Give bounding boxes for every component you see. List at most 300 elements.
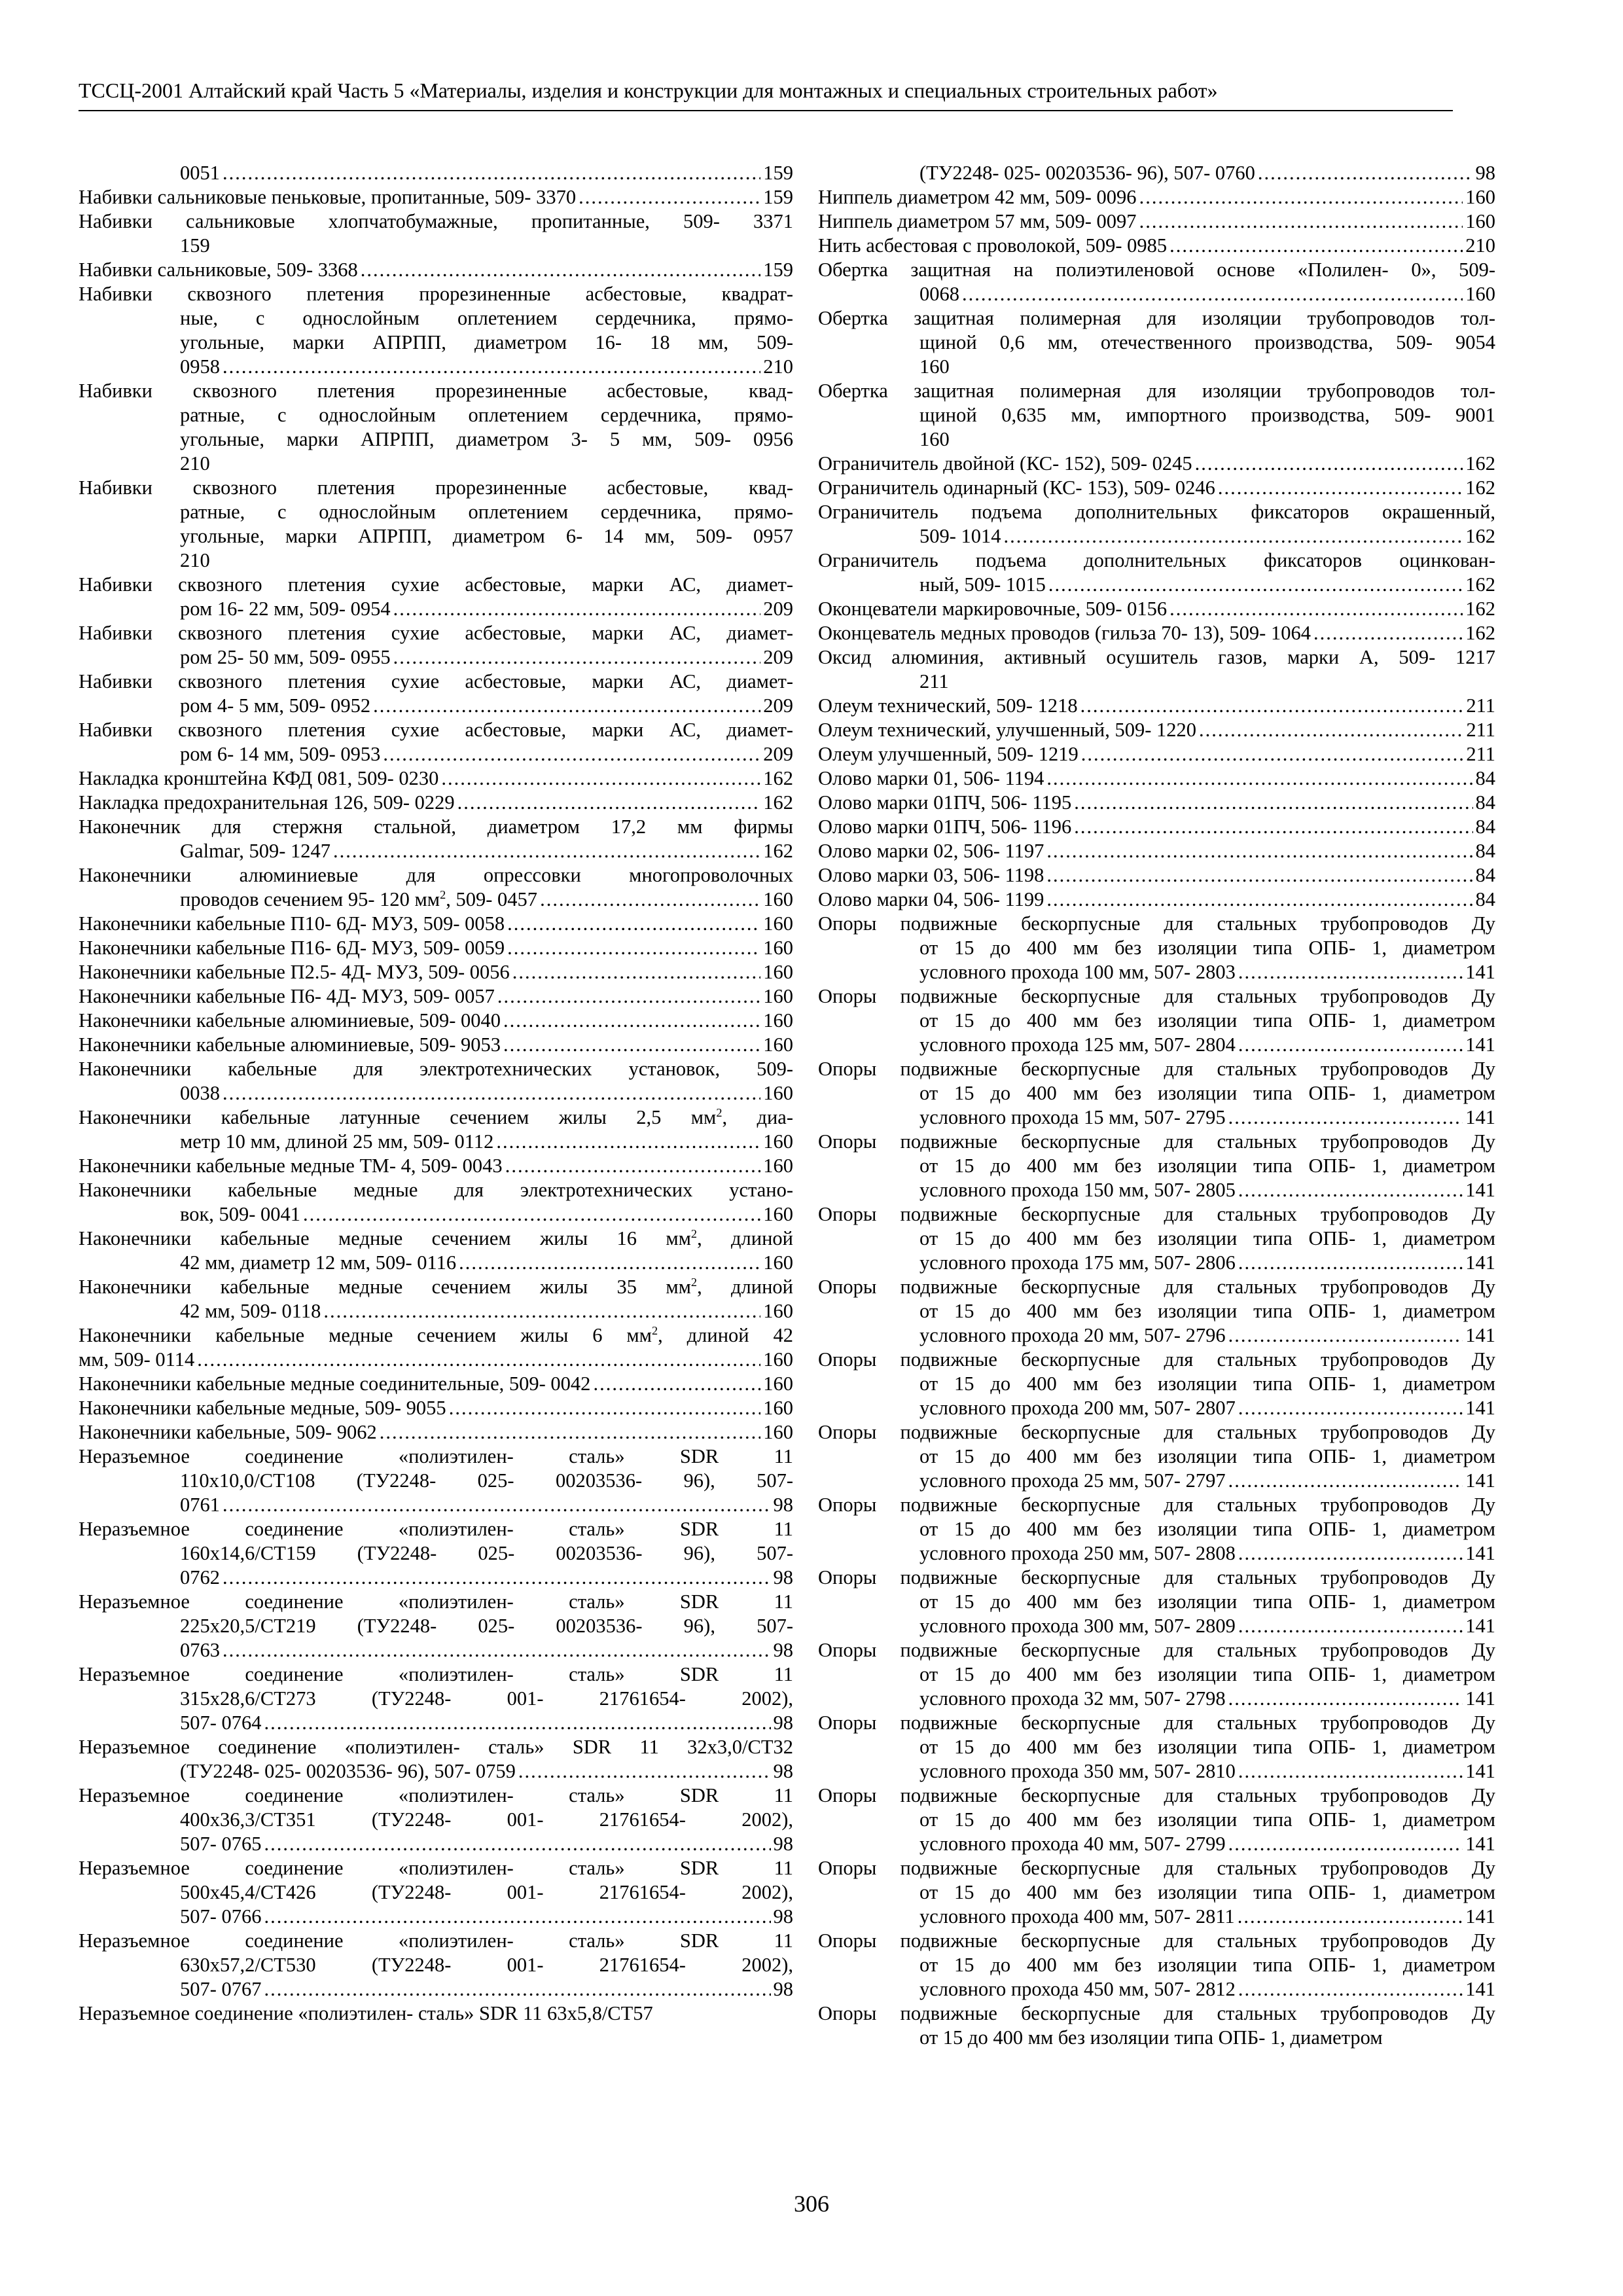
entry-last-line (818, 1759, 1495, 1784)
index-entry (79, 1420, 793, 1444)
dot-leader (264, 1832, 771, 1856)
entry-page-number: 160 (1465, 186, 1495, 208)
entry-page-number: 159 (763, 259, 793, 281)
index-entry (818, 452, 1495, 476)
entry-text: Набивки сальниковые пеньковые, пропитанные, 509- 3370 (79, 186, 577, 208)
entry-page-number: 160 (763, 912, 793, 935)
index-entry (79, 863, 793, 912)
entry-text: 0051 (180, 162, 220, 184)
entry-last-line (818, 1396, 1495, 1420)
entry-text: 42 мм, диаметр 12 мм, 509- 0116 (180, 1251, 457, 1274)
entry-page-number: 141 (1465, 1687, 1495, 1710)
entry-last-line (79, 912, 793, 936)
entry-line: от 15 до 400 мм без изоляции типа ОПБ- 1, диаметром (919, 1372, 1495, 1395)
entry-page-number: 160 (763, 1203, 793, 1225)
dot-leader (1074, 791, 1472, 815)
entry-last-line (818, 427, 1495, 452)
entry-line: щиной 0,6 мм, отечественного производства, 509- 9054 (919, 331, 1495, 353)
entry-last-line (79, 1251, 793, 1275)
entry-last-line (79, 1977, 793, 2001)
entry-text: Накладка кронштейна КФД 081, 509- 0230 (79, 767, 439, 789)
index-entry (79, 1227, 793, 1275)
entry-page-number: 98 (773, 1905, 793, 1928)
entry-last-line (818, 1469, 1495, 1493)
index-entry (79, 984, 793, 1009)
dot-leader (333, 839, 760, 863)
entry-text: 0038 (180, 1082, 220, 1104)
index-entry (79, 1057, 793, 1105)
entry-page-number: 210 (763, 355, 793, 378)
entry-last-line (818, 185, 1495, 209)
entry-text: Олово марки 01ПЧ, 506- 1195 (818, 791, 1072, 814)
dot-leader (505, 1154, 761, 1178)
entry-page-number: 141 (1465, 1542, 1495, 1564)
entry-text: 507- 0767 (180, 1978, 262, 2000)
entry-line: Опоры подвижные бескорпусные для стальных трубопроводов Ду (818, 1276, 1495, 1298)
index-entry (79, 1662, 793, 1735)
index-entry (818, 1856, 1495, 1929)
dot-leader (1046, 766, 1472, 791)
entry-last-line (818, 1977, 1495, 2001)
entry-line: от 15 до 400 мм без изоляции типа ОПБ- 1, диаметром (919, 1155, 1495, 1177)
index-entry (818, 815, 1495, 839)
entry-page-number: 141 (1465, 1978, 1495, 2000)
entry-line: Неразъемное соединение «полиэтилен- сталь» SDR 11 (79, 1445, 793, 1467)
entry-line: Опоры подвижные бескорпусные для стальных трубопроводов Ду (818, 985, 1495, 1007)
entry-last-line (79, 791, 793, 815)
entry-page-number: 162 (1465, 573, 1495, 596)
dot-leader (1046, 888, 1472, 912)
index-entry (79, 1033, 793, 1057)
dot-leader (223, 161, 760, 185)
entry-last-line (79, 1905, 793, 1929)
entry-line: 225х20,5/СТ219 (ТУ2248- 025- 00203536- 96), 507- (180, 1615, 793, 1637)
entry-page-number: 141 (1465, 961, 1495, 983)
entry-text: Ограничитель двойной (КС- 152), 509- 0245 (818, 452, 1192, 475)
index-entry (79, 912, 793, 936)
entry-text: 509- 1014 (919, 525, 1001, 547)
entry-line: Неразъемное соединение «полиэтилен- сталь» SDR 11 (79, 1663, 793, 1685)
entry-line: Опоры подвижные бескорпусные для стальных трубопроводов Ду (818, 1421, 1495, 1443)
entry-text: 0761 (180, 1494, 220, 1516)
index-entry (818, 912, 1495, 984)
entry-page-number: 160 (763, 1300, 793, 1322)
dot-leader (449, 1396, 761, 1420)
entry-text: ром 16- 22 мм, 509- 0954 (180, 598, 391, 620)
entry-line: от 15 до 400 мм без изоляции типа ОПБ- 1, диаметром (919, 1518, 1495, 1540)
entry-page-number: 98 (773, 1566, 793, 1588)
entry-text: Оконцеватель медных проводов (гильза 70- 13), 509- 1064 (818, 622, 1311, 644)
dot-leader (303, 1202, 760, 1227)
entry-last-line (79, 1493, 793, 1517)
entry-last-line (79, 185, 793, 209)
index-entry (818, 766, 1495, 791)
entry-line: Наконечники кабельные медные сечением жилы 6 $мм^2$, длиной 42 (79, 1323, 793, 1346)
entry-last-line (79, 2001, 793, 2026)
entry-text: условного прохода 15 мм, 507- 2795 (919, 1106, 1226, 1128)
entry-page-number: 98 (773, 1978, 793, 2000)
dot-leader (457, 791, 761, 815)
entry-last-line (818, 1832, 1495, 1856)
index-entry (818, 1638, 1495, 1711)
entry-page-number: 209 (763, 694, 793, 717)
dot-leader (373, 694, 760, 718)
entry-line: Ограничитель подъема дополнительных фиксаторов оцинкован- (818, 549, 1495, 571)
entry-text: Олеум технический, улучшенный, 509- 1220 (818, 719, 1197, 741)
entry-line: Обертка защитная полимерная для изоляции трубопроводов тол- (818, 380, 1495, 402)
entry-text: Нить асбестовая с проволокой, 509- 0985 (818, 234, 1168, 257)
entry-page-number: 141 (1465, 1469, 1495, 1492)
dot-leader (1169, 597, 1463, 621)
entry-line: Набивки сквозного плетения сухие асбестовые, марки АС, диамет- (79, 719, 793, 741)
entry-page-number: 141 (1465, 1179, 1495, 1201)
entry-text: (ТУ2248- 025- 00203536- 96), 507- 0759 (180, 1760, 516, 1782)
entry-last-line (818, 718, 1495, 742)
index-entry (818, 597, 1495, 621)
entry-line: Набивки сквозного плетения прорезиненные асбестовые, квад- (79, 380, 793, 402)
entry-text: Наконечники кабельные медные соединительные, 509- 0042 (79, 1372, 591, 1395)
entry-page-number: 98 (773, 1833, 793, 1855)
entry-text: Наконечники кабельные алюминиевые, 509- 9053 (79, 1033, 501, 1056)
dot-leader (380, 1420, 761, 1444)
entry-line: угольные, марки АПРПП, диаметром 6- 14 мм, 509- 0957 (180, 525, 793, 547)
index-entry (818, 1784, 1495, 1856)
entry-text: Олово марки 03, 506- 1198 (818, 864, 1044, 886)
index-entry (818, 645, 1495, 694)
entry-text: условного прохода 100 мм, 507- 2803 (919, 961, 1236, 983)
entry-text: ром 6- 14 мм, 509- 0953 (180, 743, 381, 765)
entry-line: 160х14,6/СТ159 (ТУ2248- 025- 00203536- 96), 507- (180, 1542, 793, 1564)
index-entry (79, 282, 793, 379)
entry-line: от 15 до 400 мм без изоляции типа ОПБ- 1, диаметром (919, 1082, 1495, 1104)
entry-text: условного прохода 20 мм, 507- 2796 (919, 1324, 1226, 1346)
entry-text: 507- 0765 (180, 1833, 262, 1855)
dot-leader (1238, 1541, 1463, 1566)
entry-text: Наконечники кабельные, 509- 9062 (79, 1421, 377, 1443)
dot-leader (1046, 839, 1472, 863)
index-entry (79, 1444, 793, 1517)
entry-text: Наконечники кабельные медные ТМ- 4, 509- 0043 (79, 1155, 503, 1177)
entry-line: Оксид алюминия, активный осушитель газов, марки А, 509- 1217 (818, 646, 1495, 668)
dot-leader (264, 1711, 771, 1735)
entry-last-line (818, 863, 1495, 888)
dot-leader (518, 1759, 771, 1784)
entry-last-line (818, 1178, 1495, 1202)
entry-page-number: 84 (1475, 767, 1495, 789)
entry-line: Неразъемное соединение «полиэтилен- сталь» SDR 11 (79, 1929, 793, 1952)
entry-last-line (79, 1202, 793, 1227)
entry-text: ром 25- 50 мм, 509- 0955 (180, 646, 391, 668)
entry-text: условного прохода 125 мм, 507- 2804 (919, 1033, 1236, 1056)
entry-last-line (818, 839, 1495, 863)
entry-line: Опоры подвижные бескорпусные для стальных трубопроводов Ду (818, 1566, 1495, 1588)
entry-last-line (79, 1832, 793, 1856)
index-entry (818, 718, 1495, 742)
index-entry (79, 1178, 793, 1227)
entry-line: Ограничитель подъема дополнительных фиксаторов окрашенный, (818, 501, 1495, 523)
entry-text: Олеум технический, 509- 1218 (818, 694, 1078, 717)
index-entry (79, 379, 793, 476)
index-entry (79, 185, 793, 209)
entry-last-line (79, 258, 793, 282)
entry-last-line (79, 1033, 793, 1057)
index-entry (79, 718, 793, 766)
entry-page-number: 98 (773, 1639, 793, 1661)
entry-page-number: 160 (763, 1348, 793, 1371)
dot-leader (1139, 209, 1463, 234)
entry-last-line (818, 1033, 1495, 1057)
index-entry (79, 1275, 793, 1323)
index-entry (79, 1372, 793, 1396)
entry-page-number: 162 (763, 767, 793, 789)
dot-leader (1080, 694, 1464, 718)
entry-page-number: 211 (1466, 743, 1495, 765)
entry-text: 0068 (919, 283, 959, 305)
entry-last-line (818, 888, 1495, 912)
entry-text: Ниппель диаметром 57 мм, 509- 0097 (818, 210, 1137, 232)
entry-text: Накладка предохранительная 126, 509- 0229 (79, 791, 455, 814)
entry-text: Олово марки 04, 506- 1199 (818, 888, 1044, 910)
index-entry (79, 670, 793, 718)
entry-line: Неразъемное соединение «полиэтилен- сталь» SDR 11 (79, 1857, 793, 1879)
entry-text: условного прохода 150 мм, 507- 2805 (919, 1179, 1236, 1201)
entry-line: щиной 0,635 мм, импортного производства, 509- 9001 (919, 404, 1495, 426)
entry-text: Ниппель диаметром 42 мм, 509- 0096 (818, 186, 1137, 208)
entry-line: Опоры подвижные бескорпусные для стальных трубопроводов Ду (818, 1857, 1495, 1879)
entry-line: Наконечник для стержня стальной, диаметром 17,2 мм фирмы (79, 816, 793, 838)
entry-line: Опоры подвижные бескорпусные для стальных трубопроводов Ду (818, 1494, 1495, 1516)
dot-leader (1238, 960, 1463, 984)
dot-leader (496, 1130, 760, 1154)
entry-last-line (818, 355, 1495, 379)
index-entry (79, 258, 793, 282)
entry-page-number: 141 (1465, 1106, 1495, 1128)
dot-leader (593, 1372, 760, 1396)
entry-last-line (79, 161, 793, 185)
entry-last-line (818, 742, 1495, 766)
index-entry (818, 476, 1495, 500)
entry-text: 211 (919, 670, 949, 692)
entry-line: Опоры подвижные бескорпусные для стальных трубопроводов Ду (818, 912, 1495, 935)
index-entry (79, 2001, 793, 2026)
index-entry (818, 1202, 1495, 1275)
dot-leader (503, 1009, 760, 1033)
index-entry (818, 1057, 1495, 1130)
index-entry (818, 984, 1495, 1057)
index-entry (818, 306, 1495, 379)
entry-page-number: 98 (773, 1712, 793, 1734)
entry-text: условного прохода 200 мм, 507- 2807 (919, 1397, 1236, 1419)
entry-text: 210 (180, 549, 210, 571)
entry-last-line (79, 1759, 793, 1784)
index-column-left (79, 161, 793, 2026)
entry-line: угольные, марки АПРПП, диаметром 16- 18 мм, 509- (180, 331, 793, 353)
dot-leader (264, 1977, 771, 2001)
entry-line: Опоры подвижные бескорпусные для стальных трубопроводов Ду (818, 1784, 1495, 1806)
entry-page-number: 160 (1465, 210, 1495, 232)
entry-page-number: 141 (1465, 1251, 1495, 1274)
dot-leader (393, 597, 761, 621)
dot-leader (361, 258, 760, 282)
entry-last-line (818, 1687, 1495, 1711)
entry-line: Наконечники алюминиевые для опрессовки многопроволочных (79, 864, 793, 886)
entry-page-number: 159 (763, 186, 793, 208)
entry-page-number: 141 (1465, 1760, 1495, 1782)
entry-text: Ограничитель одинарный (КС- 153), 509- 0246 (818, 476, 1215, 499)
entry-page-number: 162 (763, 791, 793, 814)
entry-last-line (79, 1396, 793, 1420)
entry-line: от 15 до 400 мм без изоляции типа ОПБ- 1, диаметром (919, 1300, 1495, 1322)
index-entry (818, 209, 1495, 234)
index-entry (818, 500, 1495, 548)
entry-text: условного прохода 350 мм, 507- 2810 (919, 1760, 1236, 1782)
entry-text: Наконечники кабельные медные, 509- 9055 (79, 1397, 446, 1419)
entry-line: Набивки сквозного плетения сухие асбестовые, марки АС, диамет- (79, 622, 793, 644)
entry-last-line (79, 452, 793, 476)
index-entry (818, 791, 1495, 815)
entry-text: 159 (180, 234, 210, 257)
entry-line: Наконечники кабельные латунные сечением жилы 2,5 $мм^2$, диа- (79, 1105, 793, 1128)
entry-page-number: 160 (763, 985, 793, 1007)
index-entry (818, 379, 1495, 452)
index-entry (79, 209, 793, 258)
entry-last-line (79, 355, 793, 379)
entry-line: ные, с однослойным оплетением сердечника, прямо- (180, 307, 793, 329)
dot-leader (962, 282, 1463, 306)
dot-leader (1238, 1759, 1463, 1784)
index-entry (818, 621, 1495, 645)
entry-line: Набивки сквозного плетения прорезиненные асбестовые, квадрат- (79, 283, 793, 305)
index-entry (818, 1929, 1495, 2001)
entry-last-line (79, 960, 793, 984)
index-entry (818, 863, 1495, 888)
index-entry (79, 476, 793, 573)
entry-text: 42 мм, 509- 0118 (180, 1300, 321, 1322)
dot-leader (579, 185, 760, 209)
entry-last-line (818, 960, 1495, 984)
entry-text: Олово марки 01, 506- 1194 (818, 767, 1044, 789)
dot-leader (459, 1251, 760, 1275)
index-entry (79, 1784, 793, 1856)
entry-page-number: 84 (1475, 888, 1495, 910)
entry-last-line (79, 1711, 793, 1735)
entry-text: Олеум улучшенный, 509- 1219 (818, 743, 1079, 765)
index-entry (818, 234, 1495, 258)
index-entry (79, 960, 793, 984)
entry-page-number: 160 (763, 1397, 793, 1419)
dot-leader (512, 960, 761, 984)
dot-leader (1238, 1905, 1463, 1929)
entry-line: Опоры подвижные бескорпусные для стальных трубопроводов Ду (818, 2002, 1495, 2024)
dot-leader (1218, 476, 1463, 500)
entry-line: Опоры подвижные бескорпусные для стальных трубопроводов Ду (818, 1203, 1495, 1225)
entry-text: ром 4- 5 мм, 509- 0952 (180, 694, 371, 717)
entry-text: условного прохода 25 мм, 507- 2797 (919, 1469, 1226, 1492)
index-entry (79, 791, 793, 815)
entry-text: Оконцеватели маркировочные, 509- 0156 (818, 598, 1168, 620)
dot-leader (223, 1566, 771, 1590)
page-number: 306 (794, 2191, 829, 2217)
entry-line: Наконечники кабельные медные сечением жилы 16 $мм^2$, длиной (79, 1227, 793, 1249)
dot-leader (323, 1299, 760, 1323)
entry-line: 315х28,6/СТ273 (ТУ2248- 001- 21761654- 2002), (180, 1687, 793, 1710)
entry-page-number: 210 (1465, 234, 1495, 257)
entry-line: от 15 до 400 мм без изоляции типа ОПБ- 1, диаметром (919, 1227, 1495, 1249)
entry-line: Неразъемное соединение «полиэтилен- сталь» SDR 11 (79, 1590, 793, 1613)
entry-page-number: 160 (763, 888, 793, 910)
entry-text: 210 (180, 452, 210, 475)
entry-line: от 15 до 400 мм без изоляции типа ОПБ- 1, диаметром (919, 1590, 1495, 1613)
entry-last-line (79, 936, 793, 960)
index-entry (79, 621, 793, 670)
index-entry (79, 1323, 793, 1372)
dot-leader (1258, 161, 1473, 185)
entry-last-line (79, 1081, 793, 1105)
entry-page-number: 141 (1465, 1615, 1495, 1637)
entry-last-line (818, 815, 1495, 839)
entry-page-number: 160 (763, 1251, 793, 1274)
index-entry (79, 1856, 793, 1929)
entry-last-line (818, 161, 1495, 185)
index-entry (79, 573, 793, 621)
entry-last-line (818, 524, 1495, 548)
entry-last-line (79, 1348, 793, 1372)
entry-page-number: 84 (1475, 816, 1495, 838)
entry-page-number: 98 (773, 1760, 793, 1782)
dot-leader (383, 742, 760, 766)
dot-leader (1139, 185, 1463, 209)
entry-line: от 15 до 400 мм без изоляции типа ОПБ- 1, диаметром (919, 1663, 1495, 1685)
entry-line: Опоры подвижные бескорпусные для стальных трубопроводов Ду (818, 1929, 1495, 1952)
index-entry (818, 694, 1495, 718)
entry-line: от 15 до 400 мм без изоляции типа ОПБ- 1, диаметром (919, 1736, 1495, 1758)
entry-text: 507- 0766 (180, 1905, 262, 1928)
dot-leader (1313, 621, 1463, 645)
entry-page-number: 162 (1465, 476, 1495, 499)
entry-text: мм, 509- 0114 (79, 1348, 195, 1371)
entry-line: Опоры подвижные бескорпусные для стальных трубопроводов Ду (818, 1348, 1495, 1371)
entry-text: Неразъемное соединение «полиэтилен- сталь» SDR 11 63х5,8/СТ57 (79, 2002, 653, 2024)
entry-line: 630х57,2/СТ530 (ТУ2248- 001- 21761654- 2002), (180, 1954, 793, 1976)
dot-leader (1004, 524, 1463, 548)
dot-leader (507, 936, 760, 960)
entry-line: Набивки сквозного плетения прорезиненные асбестовые, квад- (79, 476, 793, 499)
entry-line: Набивки сальниковые хлопчатобумажные, пропитанные, 509- 3371 (79, 210, 793, 232)
index-entry (818, 1420, 1495, 1493)
entry-line: Опоры подвижные бескорпусные для стальных трубопроводов Ду (818, 1639, 1495, 1661)
dot-leader (223, 355, 760, 379)
entry-last-line (818, 1323, 1495, 1348)
dot-leader (1238, 1614, 1463, 1638)
dot-leader (223, 1638, 771, 1662)
entry-page-number: 160 (763, 1130, 793, 1153)
entry-line: Набивки сквозного плетения сухие асбестовые, марки АС, диамет- (79, 573, 793, 596)
index-entry (79, 1929, 793, 2001)
entry-page-number: 160 (763, 1372, 793, 1395)
index-entry (818, 1493, 1495, 1566)
dot-leader (503, 1033, 760, 1057)
dot-leader (264, 1905, 771, 1929)
entry-page-number: 84 (1475, 791, 1495, 814)
entry-page-number: 162 (763, 840, 793, 862)
entry-text: проводов сечением 95- 120 $мм^2$, 509- 0457 (180, 888, 538, 910)
entry-last-line (79, 984, 793, 1009)
entry-page-number: 160 (763, 1082, 793, 1104)
dot-leader (223, 1081, 760, 1105)
entry-line: от 15 до 400 мм без изоляции типа ОПБ- 1, диаметром (919, 1009, 1495, 1031)
entry-line: от 15 до 400 мм без изоляции типа ОПБ- 1, диаметром (919, 1954, 1495, 1976)
entry-text: (ТУ2248- 025- 00203536- 96), 507- 0760 (919, 162, 1255, 184)
